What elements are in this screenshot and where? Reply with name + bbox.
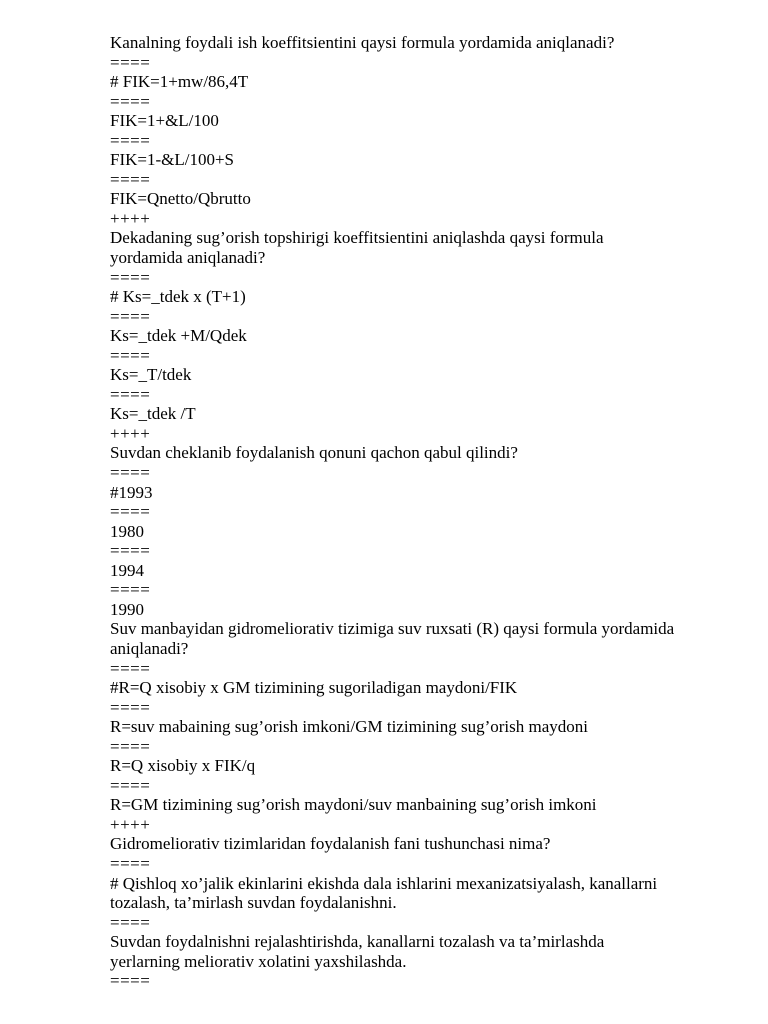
option-separator: ==== bbox=[110, 306, 151, 326]
answer-option: Ks=_tdek /T bbox=[110, 404, 196, 424]
option-separator: ==== bbox=[110, 463, 151, 483]
answer-option: R=GM tizimining sug’orish maydoni/suv manbaining sug’orish imkoni bbox=[110, 795, 597, 815]
option-separator: ==== bbox=[110, 736, 151, 756]
answer-option: FIK=1+&L/100 bbox=[110, 111, 219, 131]
option-separator: ==== bbox=[110, 912, 151, 932]
question-text: Kanalning foydali ish koeffitsientini qaysi formula yordamida aniqlanadi? bbox=[110, 33, 615, 52]
option-separator: ==== bbox=[110, 658, 151, 678]
option-separator: ==== bbox=[110, 580, 151, 600]
option-separator: ==== bbox=[110, 91, 151, 111]
question-text: Suv manbayidan gidromeliorativ tizimiga suv ruxsati (R) qaysi formula yordamida bbox=[110, 619, 675, 639]
option-separator: ==== bbox=[110, 169, 151, 189]
answer-option: Ks=_tdek +M/Qdek bbox=[110, 326, 247, 346]
option-separator: ==== bbox=[110, 697, 151, 717]
answer-option: Ks=_T/tdek bbox=[110, 365, 192, 385]
option-separator: ==== bbox=[110, 345, 151, 365]
option-separator: ==== bbox=[110, 384, 151, 404]
question-text: yordamida aniqlanadi? bbox=[110, 248, 266, 268]
question-text: Dekadaning sug’orish topshirigi koeffitsientini aniqlashda qaysi formula bbox=[110, 228, 604, 248]
option-separator: ==== bbox=[110, 267, 151, 287]
question-text: Gidromeliorativ tizimlaridan foydalanish fani tushunchasi nima? bbox=[110, 834, 551, 854]
answer-option: FIK=1-&L/100+S bbox=[110, 150, 235, 170]
question-end-marker: ++++ bbox=[110, 814, 151, 834]
correct-answer-option: #1993 bbox=[110, 482, 153, 502]
answer-option: R=suv mabaining sug’orish imkoni/GM tizimining sug’orish maydoni bbox=[110, 717, 589, 737]
option-separator: ==== bbox=[110, 502, 151, 522]
document-page bbox=[110, 33, 725, 991]
option-separator: ==== bbox=[110, 775, 151, 795]
option-separator: ==== bbox=[110, 52, 151, 72]
correct-answer-option: #R=Q xisobiy x GM tizimining sugoriladigan maydoni/FIK bbox=[110, 678, 518, 698]
answer-option: yerlarning meliorativ xolatini yaxshilashda. bbox=[110, 951, 407, 971]
correct-answer-option: # FIK=1+mw/86,4T bbox=[110, 72, 249, 92]
answer-option: 1994 bbox=[110, 560, 144, 580]
option-separator: ==== bbox=[110, 541, 151, 561]
answer-option: 1980 bbox=[110, 521, 144, 541]
question-end-marker: ++++ bbox=[110, 423, 151, 443]
question-end-marker: ++++ bbox=[110, 208, 151, 228]
option-separator: ==== bbox=[110, 853, 151, 873]
question-text: Suvdan cheklanib foydalanish qonuni qachon qabul qilindi? bbox=[110, 443, 518, 463]
correct-answer-option: # Ks=_tdek x (T+1) bbox=[110, 287, 246, 307]
answer-option: 1990 bbox=[110, 599, 144, 619]
correct-answer-option: tozalash, ta’mirlash suvdan foydalanishni. bbox=[110, 893, 397, 913]
option-separator: ==== bbox=[110, 130, 151, 150]
option-separator: ==== bbox=[110, 971, 151, 991]
correct-answer-option: # Qishloq xo’jalik ekinlarini ekishda dala ishlarini mexanizatsiyalash, kanallarni bbox=[110, 873, 658, 893]
answer-option: R=Q xisobiy x FIK/q bbox=[110, 756, 256, 776]
answer-option: FIK=Qnetto/Qbrutto bbox=[110, 189, 251, 209]
answer-option: Suvdan foydalnishni rejalashtirishda, kanallarni tozalash va ta’mirlashda bbox=[110, 932, 605, 952]
question-text: aniqlanadi? bbox=[110, 638, 189, 658]
